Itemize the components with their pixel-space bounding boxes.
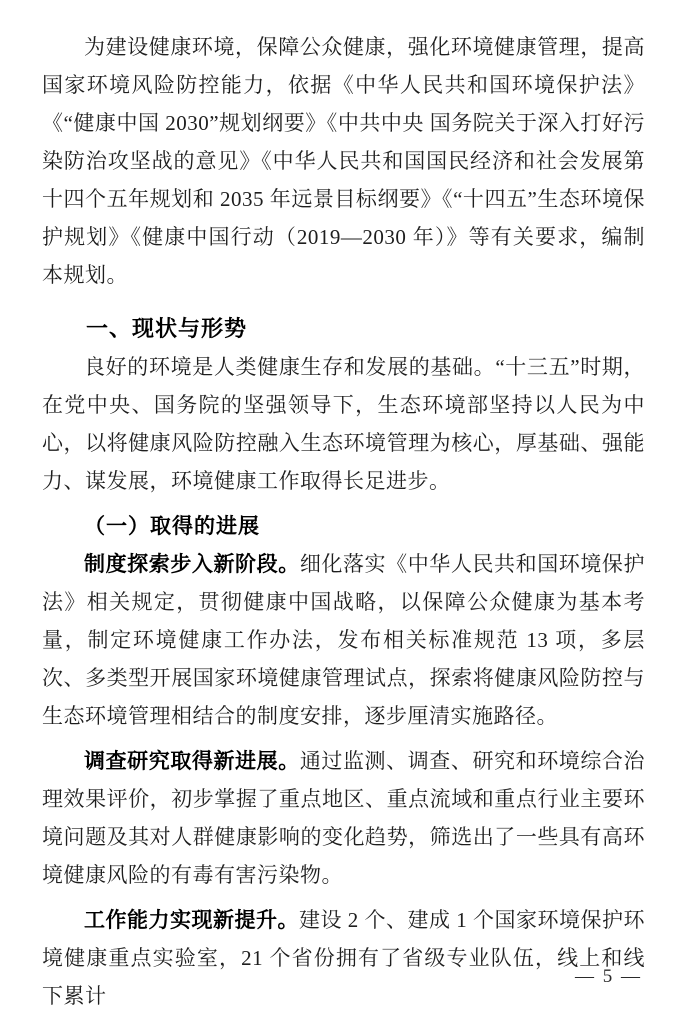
paragraph-system-exploration [42, 545, 645, 735]
paragraph-research-progress-lead: 调查研究取得新进展。 [84, 749, 300, 773]
document-content [42, 28, 645, 1012]
paragraph-capability-improvement [42, 901, 645, 1012]
paragraph-preamble-text: 为建设健康环境，保障公众健康，强化环境健康管理，提高国家环境风险防控能力，依据《中华人民共和国环境保护法》《“健康中国 2030”规划纲要》《中共中央 国务院关于深入打好污染防治攻坚战的意见》《中华人民共和国国民经济和社会发展第十四个五年规划和 2035 年远景目标纲要》《“十四五”生态环境保护规划》《健康中国行动（2019—2030 年）》等有关要求，编制本规划。 [42, 35, 645, 287]
paragraph-system-exploration-text: 细化落实《中华人民共和国环境保护法》相关规定，贯彻健康中国战略，以保障公众健康为基本考量，制定环境健康工作办法，发布相关标准规范 13 项，多层次、多类型开展国家环境健康管理试点，探索将健康风险防控与生态环境管理相结合的制度安排，逐步厘清实施路径。 [42, 552, 646, 728]
paragraph-thirteenth-five-overview-text: 良好的环境是人类健康生存和发展的基础。“十三五”时期，在党中央、国务院的坚强领导下，生态环境部坚持以人民为中心，以将健康风险防控融入生态环境管理为核心，厚基础、强能力、谋发展，环境健康工作取得长足进步。 [42, 355, 645, 493]
paragraph-research-progress [42, 742, 645, 894]
section-heading-status-and-situation: 一、现状与形势 [86, 316, 248, 341]
paragraph-preamble [42, 28, 645, 294]
subsection-heading-progress-achieved: （一）取得的进展 [84, 514, 260, 538]
paragraph-capability-improvement-lead: 工作能力实现新提升。 [84, 908, 299, 932]
paragraph-capability-improvement-text: 建设 2 个、建成 1 个国家环境保护环境健康重点实验室，21 个省份拥有了省级专业队伍，线上和线下累计 [42, 908, 645, 1008]
paragraph-research-progress-text: 通过监测、调查、研究和环境综合治理效果评价，初步掌握了重点地区、重点流域和重点行业主要环境问题及其对人群健康影响的变化趋势，筛选出了一些具有高环境健康风险的有毒有害污染物。 [42, 749, 646, 887]
page-number: — 5 — [575, 966, 642, 987]
paragraph-system-exploration-lead: 制度探索步入新阶段。 [84, 552, 300, 576]
paragraph-thirteenth-five-overview [42, 348, 645, 500]
